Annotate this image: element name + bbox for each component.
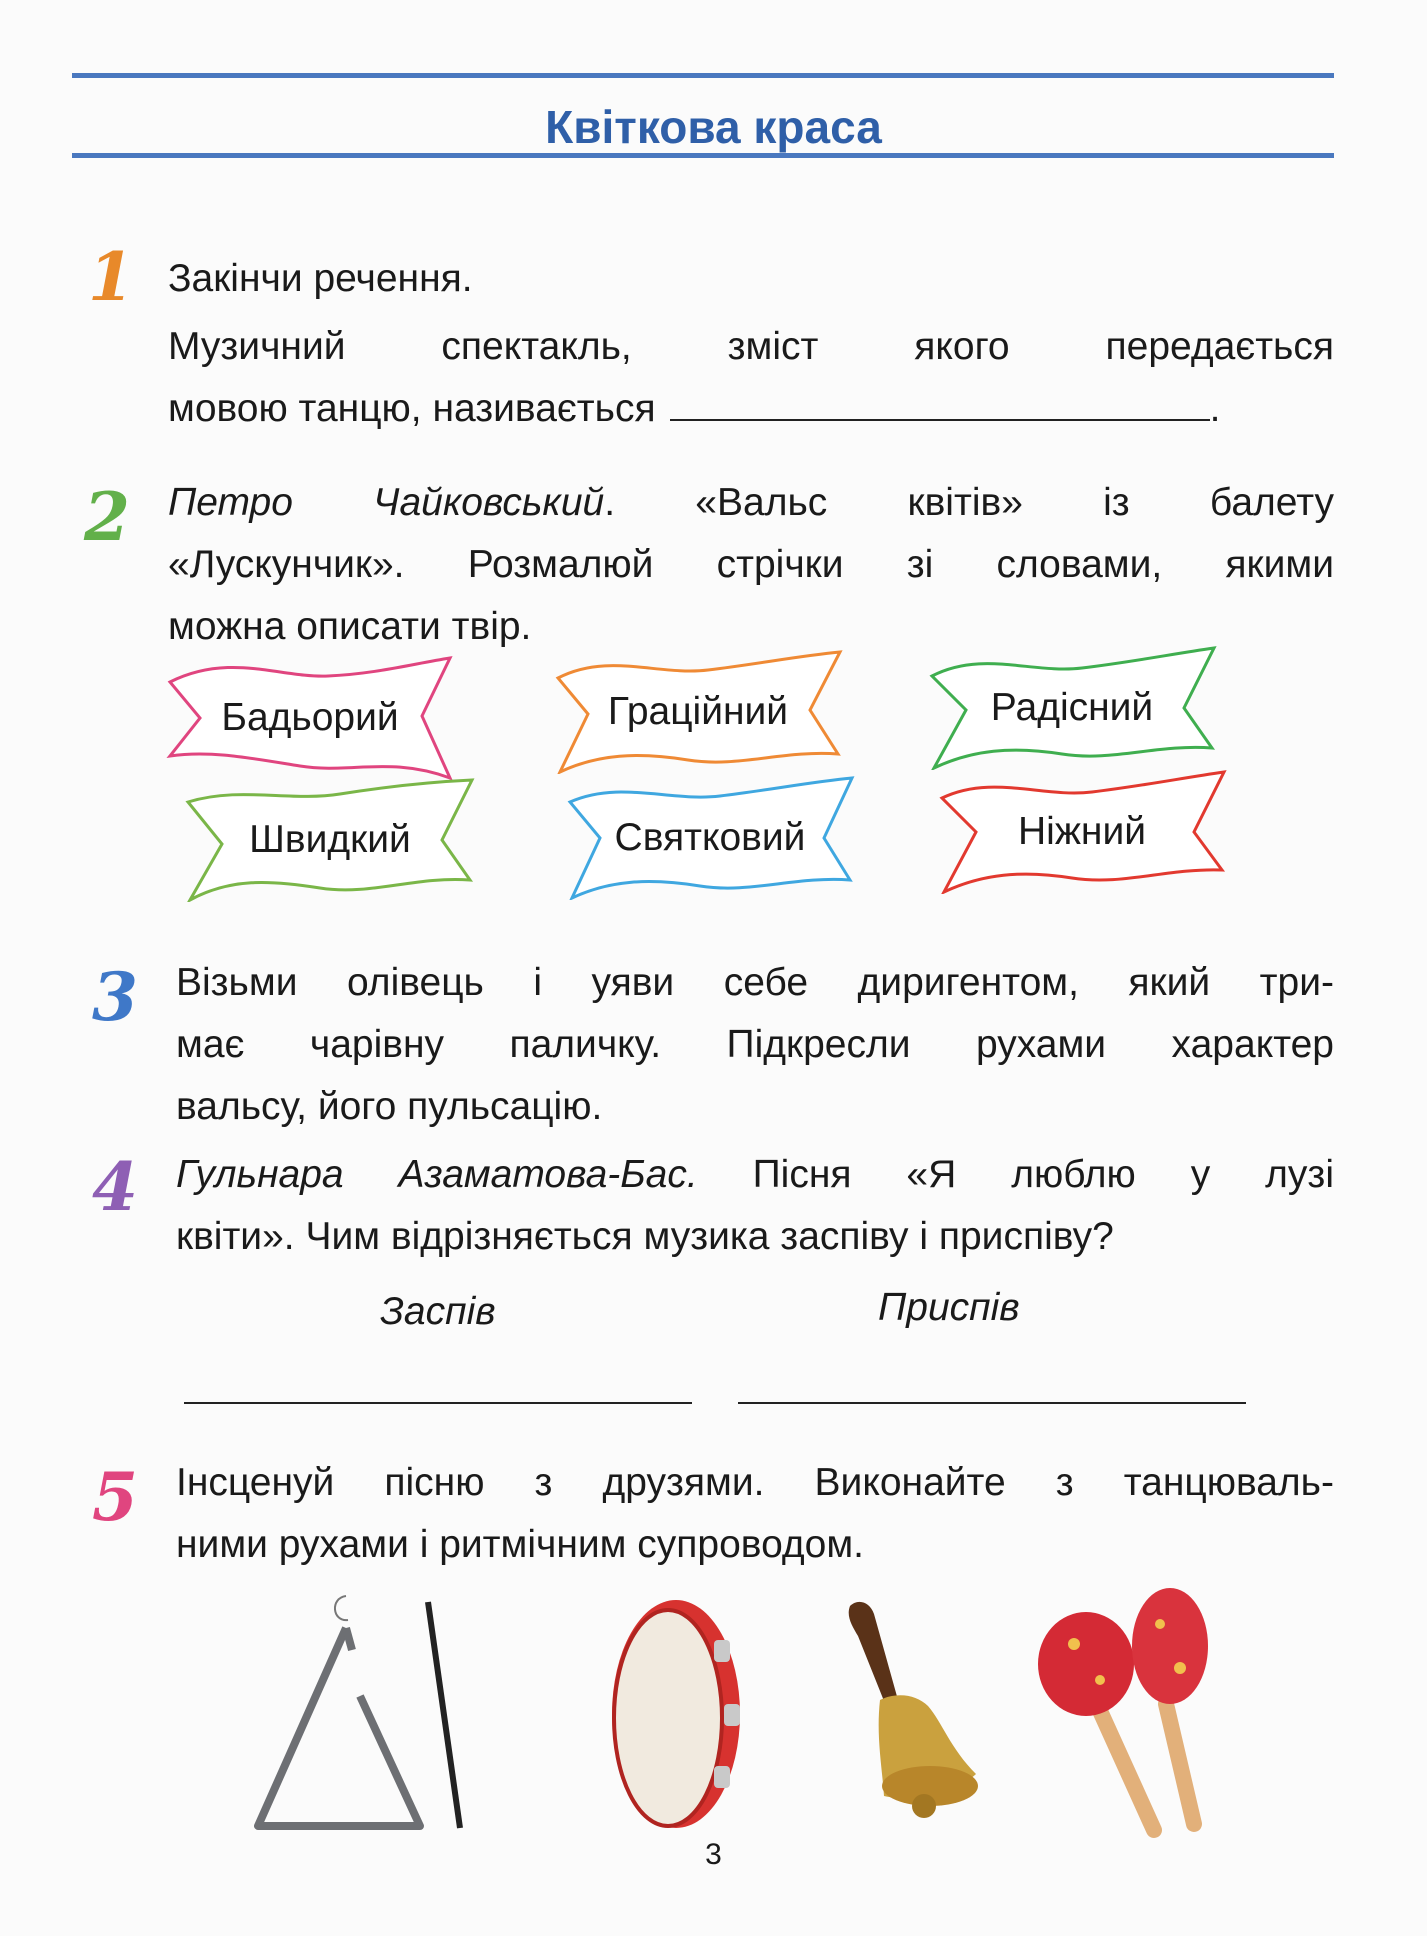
ribbon-label: Радісний xyxy=(990,686,1154,729)
maracas-instrument xyxy=(1030,1584,1220,1844)
task-1-line-1: Музичний спектакль, зміст якого передається xyxy=(168,325,1334,368)
task-5-line-2: ними рухами і ритмічним супроводом. xyxy=(176,1523,865,1566)
task-2-line-2: «Лускунчик». Розмалюй стрічки зі словами, якими xyxy=(168,543,1334,586)
task-2-composer: Петро Чайковський xyxy=(168,481,605,524)
task-1-sentence xyxy=(168,316,1334,440)
ribbon-radisnyi[interactable] xyxy=(922,646,1222,770)
ribbon-shvydkyi[interactable] xyxy=(180,778,480,902)
task-5-text xyxy=(176,1452,1334,1576)
task-1-number: 1 xyxy=(88,238,134,316)
task-4-line-1 xyxy=(176,1144,1334,1206)
task-4-number: 4 xyxy=(92,1148,138,1226)
ribbon-sviatkovyi[interactable] xyxy=(560,776,860,900)
ribbon-label: Святковий xyxy=(614,816,806,859)
pryspiv-header: Приспів xyxy=(878,1286,1020,1329)
task-3-line-1: Візьми олівець і уяви себе диригентом, який три- xyxy=(176,961,1334,1004)
task-3-number: 3 xyxy=(92,958,138,1036)
task-3-line-2: має чарівну паличку. Підкресли рухами характер xyxy=(176,1023,1334,1066)
task-1-instruction: Закінчи речення. xyxy=(168,257,473,300)
task-3-line-3: вальсу, його пульсацію. xyxy=(176,1085,603,1128)
task-1-answer-blank[interactable] xyxy=(670,379,1210,421)
triangle-instrument xyxy=(250,1588,470,1848)
ribbon-label: Бадьорий xyxy=(221,696,399,739)
task-1-period: . xyxy=(1209,387,1221,430)
ribbon-nizhnyi[interactable] xyxy=(932,770,1232,894)
triangle-icon xyxy=(250,1588,470,1848)
task-2-line-1-rest: . «Вальс квітів» із балету xyxy=(604,481,1335,524)
zaspiv-header: Заспів xyxy=(380,1290,496,1333)
task-2-line-1 xyxy=(168,472,1334,534)
ribbon-badorii[interactable] xyxy=(160,656,460,780)
task-2-line-3: можна описати твір. xyxy=(168,605,532,648)
ribbon-label: Ніжний xyxy=(1017,810,1147,853)
task-1-line-2-text: мовою танцю, називається xyxy=(168,387,656,430)
task-4-author: Гульнара Азаматова-Бас. xyxy=(176,1153,698,1196)
title-underline xyxy=(72,153,1334,158)
zaspiv-answer-line[interactable] xyxy=(184,1402,692,1404)
task-5-line-1: Інсценуй пісню з друзями. Виконайте з танцюваль- xyxy=(176,1461,1334,1504)
ribbon-label: Граційний xyxy=(607,690,789,733)
maracas-icon xyxy=(1030,1584,1220,1844)
task-4-text xyxy=(176,1144,1334,1268)
top-rule xyxy=(72,73,1334,78)
task-5-number: 5 xyxy=(92,1458,138,1536)
bell-icon xyxy=(836,1596,986,1836)
page-number: 3 xyxy=(705,1838,722,1871)
task-4-line-2: квіти». Чим відрізняється музика заспіву і приспіву? xyxy=(176,1215,1114,1258)
task-2-text xyxy=(168,472,1334,658)
pryspiv-answer-line[interactable] xyxy=(738,1402,1246,1404)
page-title: Квіткова краса xyxy=(545,101,882,153)
tambourine-icon xyxy=(596,1594,746,1834)
ribbon-label: Швидкий xyxy=(249,818,411,861)
task-4-line-1-rest: Пісня «Я люблю у лузі xyxy=(697,1153,1334,1196)
ribbon-gratsiinyi[interactable] xyxy=(548,650,848,774)
task-3-text xyxy=(176,952,1334,1138)
tambourine-instrument xyxy=(596,1594,746,1834)
bell-instrument xyxy=(836,1596,986,1836)
task-2-number: 2 xyxy=(84,478,130,556)
task-1-line-2 xyxy=(168,378,1334,440)
